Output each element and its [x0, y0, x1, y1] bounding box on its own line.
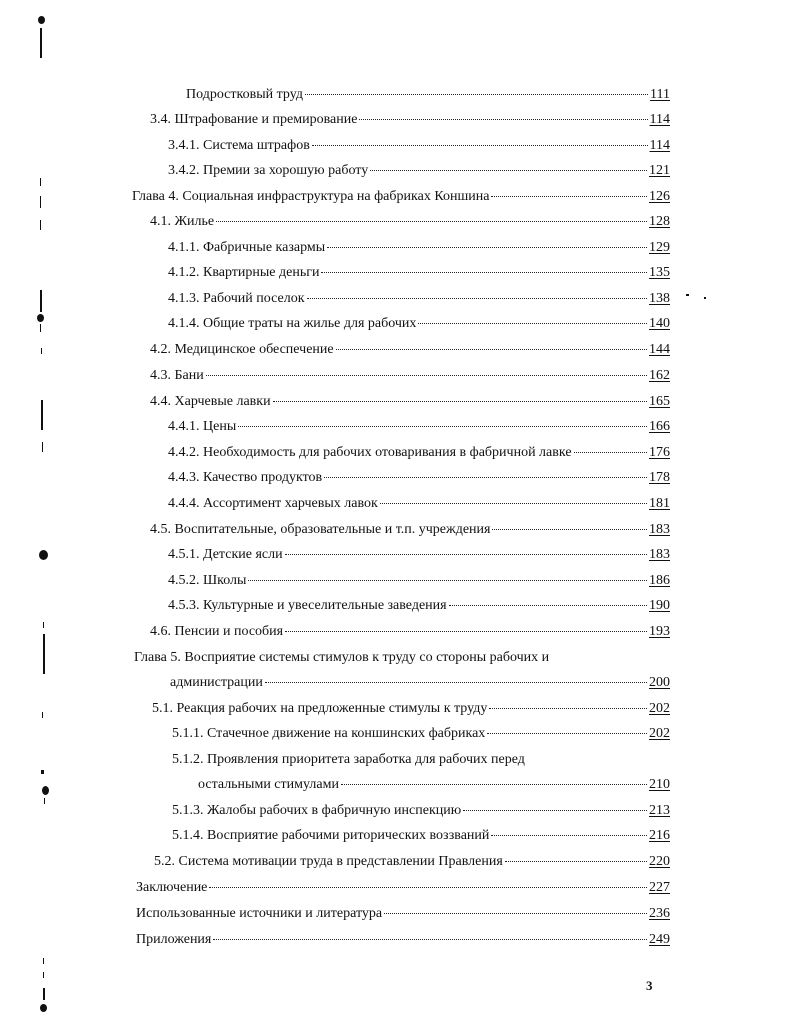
toc-entry	[168, 290, 670, 308]
scan-artifact	[41, 348, 42, 354]
toc-entry-title: 4.5.2. Школы	[168, 573, 247, 588]
toc-entry-page: 183	[649, 522, 670, 537]
toc-entry-page: 213	[649, 803, 670, 818]
toc-entry-page: 128	[649, 214, 670, 229]
toc-entry-page: 181	[649, 496, 670, 511]
toc-entry	[168, 597, 670, 615]
toc-entry-page: 202	[649, 726, 670, 741]
toc-entry	[168, 162, 670, 180]
toc-entry-page: 114	[649, 138, 670, 153]
dot-leader	[574, 452, 647, 453]
toc-entry-title: Глава 4. Социальная инфраструктура на фабриках Коншина	[132, 189, 490, 204]
toc-entry-title: 5.1.3. Жалобы рабочих в фабричную инспекцию	[172, 803, 462, 818]
toc-entry	[172, 802, 670, 820]
toc-entry-title: 4.1.4. Общие траты на жилье для рабочих	[168, 316, 417, 331]
toc-entry-title: 4.6. Пенсии и пособия	[150, 624, 284, 639]
dot-leader	[248, 580, 647, 581]
toc-entry-title: 4.5.3. Культурные и увеселительные заведения	[168, 598, 447, 613]
toc-entry-title: 4.4.2. Необходимость для рабочих отоваривания в фабричной лавке	[168, 445, 572, 460]
toc-entry	[152, 700, 670, 718]
toc-entry	[150, 393, 670, 411]
toc-entry-page: 166	[649, 419, 670, 434]
dot-leader	[305, 94, 648, 95]
toc-entry	[168, 469, 670, 487]
toc-entry	[150, 367, 670, 385]
toc-entry-page: 135	[649, 265, 670, 280]
dot-leader	[273, 401, 647, 402]
toc-entry-page: 216	[649, 828, 670, 843]
dot-leader	[312, 145, 648, 146]
scan-artifact	[704, 297, 706, 299]
toc-entry-page: 165	[649, 394, 670, 409]
toc-entry-title: 4.1.3. Рабочий поселок	[168, 291, 305, 306]
toc-entry-title: Глава 5. Восприятие системы стимулов к труду со стороны рабочих и	[134, 650, 550, 665]
toc-entry-title: 4.4. Харчевые лавки	[150, 394, 271, 409]
toc-entry-title: 4.2. Медицинское обеспечение	[150, 342, 334, 357]
scan-artifact	[40, 1004, 47, 1012]
dot-leader	[489, 708, 647, 709]
scan-artifact	[37, 314, 44, 322]
scan-artifact	[42, 786, 49, 795]
dot-leader	[491, 196, 647, 197]
dot-leader	[324, 477, 647, 478]
dot-leader	[327, 247, 647, 248]
toc-entry	[168, 418, 670, 436]
dot-leader	[336, 349, 647, 350]
toc-entry	[168, 546, 670, 564]
dot-leader	[285, 554, 647, 555]
toc-entry-title: 5.1. Реакция рабочих на предложенные стимулы к труду	[152, 701, 488, 716]
toc-entry	[168, 137, 670, 155]
toc-entry-page: 140	[649, 316, 670, 331]
toc-entry-page: 111	[650, 87, 670, 102]
toc-entry-page: 178	[649, 470, 670, 485]
toc-entry	[170, 674, 670, 692]
scan-artifact	[38, 16, 45, 24]
toc-entry-title: 3.4.1. Система штрафов	[168, 138, 310, 153]
toc-entry-title: 4.3. Бани	[150, 368, 204, 383]
toc-entry	[168, 572, 670, 590]
scan-artifact	[43, 972, 44, 978]
toc-entry	[168, 239, 670, 257]
toc-entry-page: 202	[649, 701, 670, 716]
dot-leader	[449, 605, 647, 606]
toc-entry	[172, 827, 670, 845]
toc-entry-title: 5.1.2. Проявления приоритета заработка для рабочих перед	[172, 752, 525, 767]
toc-entry-page: 193	[649, 624, 670, 639]
scan-artifact	[686, 294, 689, 296]
toc-entry-page: 183	[649, 547, 670, 562]
dot-leader	[213, 939, 647, 940]
toc-entry	[136, 931, 670, 949]
toc-entry-page: 114	[649, 112, 670, 127]
toc-entry	[136, 879, 670, 897]
toc-entry-title: 4.1. Жилье	[150, 214, 215, 229]
toc-entry-page: 227	[649, 880, 670, 895]
toc-entry	[168, 264, 670, 282]
toc-entry-page: 236	[649, 906, 670, 921]
dot-leader	[307, 298, 647, 299]
scan-artifact	[40, 324, 41, 332]
scan-artifact	[40, 290, 42, 312]
dot-leader	[463, 810, 647, 811]
scan-artifact	[40, 220, 41, 230]
dot-leader	[341, 784, 647, 785]
toc-entry-continuation: остальными стимулами	[198, 777, 339, 792]
toc-entry-page: 186	[649, 573, 670, 588]
dot-leader	[216, 221, 647, 222]
toc-entry-title: Заключение	[136, 880, 208, 895]
toc-entry-page: 200	[649, 675, 670, 690]
toc-entry-title: Использованные источники и литература	[136, 906, 383, 921]
dot-leader	[492, 529, 647, 530]
dot-leader	[238, 426, 647, 427]
dot-leader	[321, 272, 647, 273]
scan-artifact	[43, 958, 44, 964]
toc-entry-page: 176	[649, 445, 670, 460]
scan-artifact	[43, 988, 45, 1000]
scan-artifact	[40, 178, 41, 186]
toc-entry-title: Приложения	[136, 932, 212, 947]
dot-leader	[491, 835, 647, 836]
toc-entry-title: 4.1.1. Фабричные казармы	[168, 240, 326, 255]
scan-artifact	[40, 28, 42, 58]
toc-entry-page: 121	[649, 163, 670, 178]
toc-entry	[198, 776, 670, 794]
toc-entry-title: 4.1.2. Квартирные деньги	[168, 265, 320, 280]
toc-entry-title: 4.5.1. Детские ясли	[168, 547, 283, 562]
toc-entry	[168, 315, 670, 333]
toc-entry-continuation: администрации	[170, 675, 263, 690]
toc-entry-title: 4.4.4. Ассортимент харчевых лавок	[168, 496, 378, 511]
dot-leader	[418, 323, 647, 324]
toc-entry-page: 249	[649, 932, 670, 947]
toc-entry-title: Подростковый труд	[186, 87, 303, 102]
scan-artifact	[42, 442, 43, 452]
scan-artifact	[39, 550, 48, 560]
toc-entry-title: 3.4.2. Премии за хорошую работу	[168, 163, 369, 178]
toc-entry	[150, 341, 670, 359]
toc-entry-page: 138	[649, 291, 670, 306]
toc-entry-title: 5.1.4. Восприятие рабочими риторических воззваний	[172, 828, 490, 843]
toc-entry-page: 210	[649, 777, 670, 792]
toc-entry	[150, 623, 670, 641]
toc-entry-title: 3.4. Штрафование и премирование	[150, 112, 358, 127]
dot-leader	[265, 682, 647, 683]
toc-entry-title: 4.5. Воспитательные, образовательные и т.п. учреждения	[150, 522, 491, 537]
toc-entry-title: 4.4.3. Качество продуктов	[168, 470, 323, 485]
scan-artifact	[41, 770, 44, 774]
toc-entry-page: 129	[649, 240, 670, 255]
toc-entry	[132, 188, 670, 206]
toc-entry-title: 5.2. Система мотивации труда в представлении Правления	[154, 854, 503, 869]
scan-artifact	[42, 712, 43, 718]
toc-entry	[136, 905, 670, 923]
toc-entry	[150, 213, 670, 231]
toc-entry-page: 162	[649, 368, 670, 383]
dot-leader	[384, 913, 647, 914]
toc-entry	[150, 521, 670, 539]
page-number: 3	[646, 978, 653, 993]
dot-leader	[370, 170, 647, 171]
toc-entry	[186, 86, 670, 104]
toc-entry	[168, 495, 670, 513]
scan-artifact	[44, 798, 45, 804]
toc-entry-page: 190	[649, 598, 670, 613]
scan-artifact	[43, 634, 45, 674]
dot-leader	[209, 887, 647, 888]
scan-artifact	[43, 622, 44, 628]
toc-entry	[172, 725, 670, 743]
toc-entry-page: 126	[649, 189, 670, 204]
dot-leader	[359, 119, 647, 120]
toc-entry-title: 5.1.1. Стачечное движение на коншинских фабриках	[172, 726, 486, 741]
toc-entry	[168, 444, 670, 462]
dot-leader	[206, 375, 647, 376]
scan-artifact	[41, 400, 43, 430]
toc-entry	[154, 853, 670, 871]
toc-entry-page: 220	[649, 854, 670, 869]
dot-leader	[505, 861, 647, 862]
toc-entry-page: 144	[649, 342, 670, 357]
dot-leader	[285, 631, 647, 632]
dot-leader	[380, 503, 647, 504]
toc-entry	[150, 111, 670, 129]
scan-artifact	[40, 196, 41, 208]
toc-entry-title: 4.4.1. Цены	[168, 419, 237, 434]
dot-leader	[487, 733, 647, 734]
